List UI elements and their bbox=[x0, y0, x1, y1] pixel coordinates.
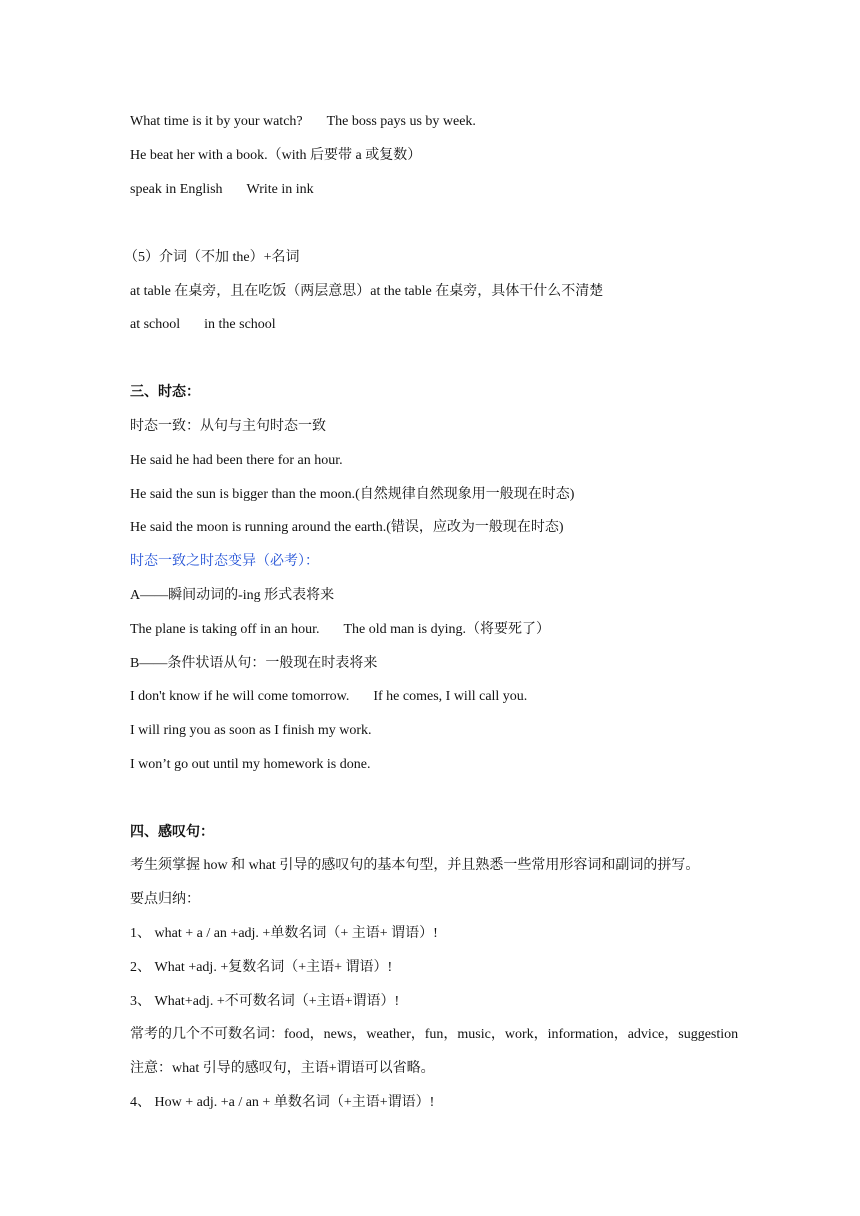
section-heading-exclamation: 四、感叹句： bbox=[130, 825, 214, 840]
section-heading-tense: 三、时态： bbox=[130, 385, 200, 400]
example-line: The plane is taking off in an hour. The old man is dying.（将要死了） bbox=[130, 622, 550, 637]
rule-line: A——瞬间动词的-ing 形式表将来 bbox=[130, 588, 335, 603]
example-line: He beat her with a book.（with 后要带 a 或复数） bbox=[130, 148, 422, 163]
example-line: at table 在桌旁，且在吃饭（两层意思）at the table 在桌旁，具体干什么不清楚 bbox=[130, 284, 604, 299]
list-item: 4、 How + adj. +a / an + 单数名词（+主语+谓语）! bbox=[130, 1095, 435, 1110]
note-line: 注意：what 引导的感叹句，主语+谓语可以省略。 bbox=[130, 1061, 435, 1076]
list-item: 2、 What +adj. +复数名词（+主语+ 谓语）! bbox=[130, 960, 393, 975]
list-item: 1、 what + a / an +adj. +单数名词（+ 主语+ 谓语）! bbox=[130, 926, 438, 941]
example-line: speak in English Write in ink bbox=[130, 182, 314, 197]
example-line: at school in the school bbox=[130, 317, 276, 332]
example-line: I will ring you as soon as I finish my work. bbox=[130, 723, 372, 738]
example-line: He said the moon is running around the earth.(错误，应改为一般现在时态) bbox=[130, 520, 564, 535]
example-line: I won’t go out until my homework is done. bbox=[130, 757, 371, 772]
note-line: 常考的几个不可数名词：food，news，weather，fun，music，work，information，advice，suggestion bbox=[130, 1027, 739, 1042]
summary-label: 要点归纳： bbox=[130, 892, 200, 907]
rule-line: 时态一致：从句与主句时态一致 bbox=[130, 419, 326, 434]
subsection-heading: （5）介词（不加 the）+名词 bbox=[124, 250, 300, 265]
rule-line: B——条件状语从句：一般现在时表将来 bbox=[130, 656, 378, 671]
example-line: He said the sun is bigger than the moon.(自然规律自然现象用一般现在时态) bbox=[130, 487, 575, 502]
example-line: I don't know if he will come tomorrow. If he comes, I will call you. bbox=[130, 689, 528, 704]
example-line: He said he had been there for an hour. bbox=[130, 453, 343, 468]
highlight-rule: 时态一致之时态变异（必考）： bbox=[130, 554, 319, 569]
list-item: 3、 What+adj. +不可数名词（+主语+谓语）! bbox=[130, 994, 400, 1009]
example-line: What time is it by your watch? The boss pays us by week. bbox=[130, 114, 476, 129]
intro-line: 考生须掌握 how 和 what 引导的感叹句的基本句型，并且熟悉一些常用形容词和副词的拼写。 bbox=[130, 858, 700, 873]
